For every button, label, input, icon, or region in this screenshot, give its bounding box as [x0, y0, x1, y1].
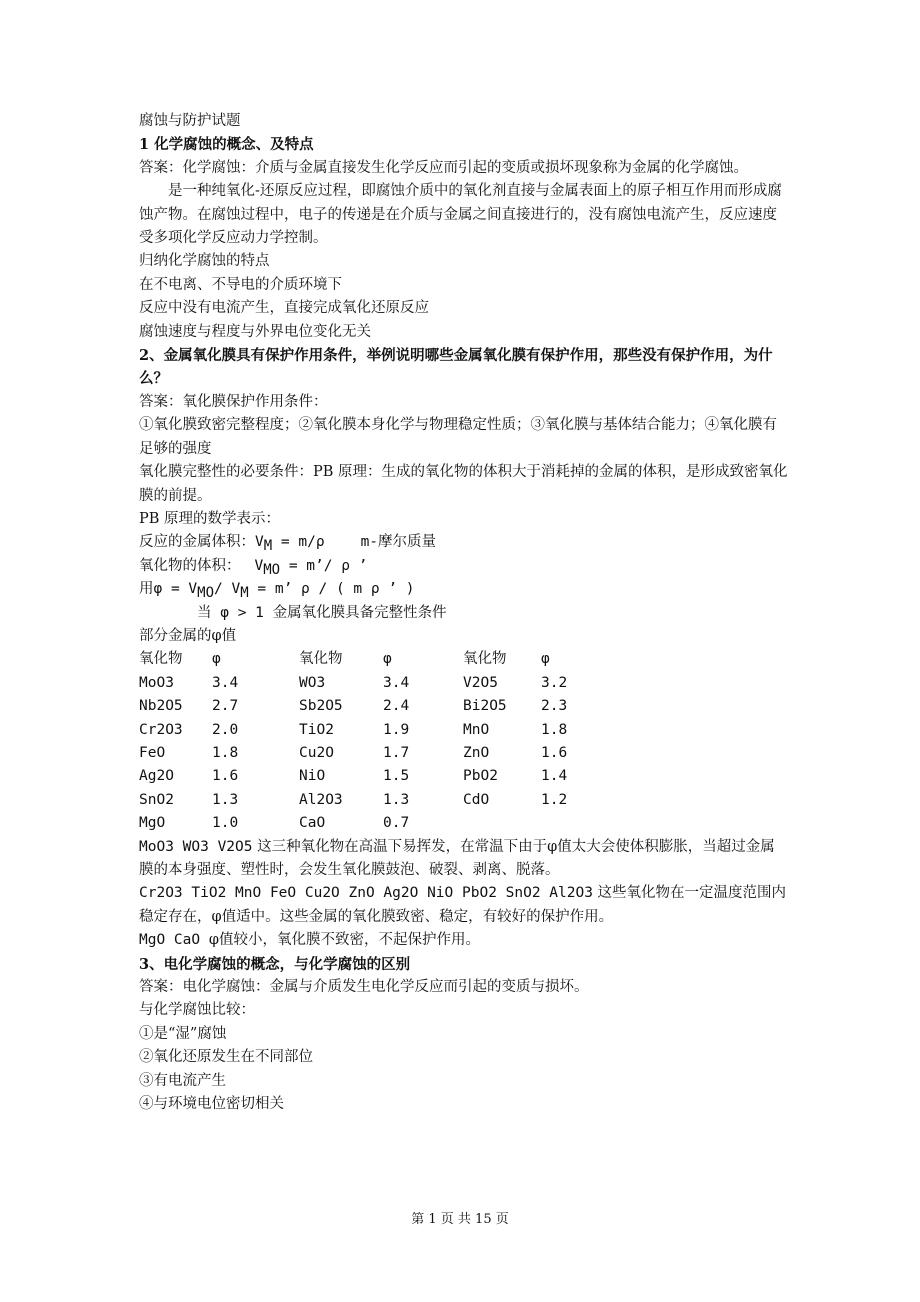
q1-feature: 反应中没有电流产生，直接完成氧化还原反应 — [139, 300, 429, 317]
formula-label: 氧化物的体积： — [139, 557, 241, 574]
phi-table-cell: 1.7 — [383, 744, 410, 761]
q2-pb-math-title: PB 原理的数学表示： — [139, 510, 281, 527]
small-phi-text: φ值较小，氧化膜不致密，不起保护作用。 — [208, 932, 480, 949]
phi-table-title: 部分金属的φ值 — [139, 627, 237, 644]
phi-table-cell: MgO — [139, 815, 166, 832]
formula-metal-volume — [139, 531, 789, 554]
formula-subscript: MO — [197, 585, 215, 602]
small-phi-oxides: MgO CaO — [139, 932, 209, 949]
formula-lhs: 用φ = V — [139, 581, 198, 598]
phi-table-cell: SnO2 — [139, 791, 174, 808]
phi-table-cell: 1.3 — [212, 791, 239, 808]
phi-table-row — [139, 789, 601, 812]
stable-oxides: Cr2O3 TiO2 MnO FeO Cu2O ZnO Ag2O NiO PbO2 SnO2 Al2O3 — [139, 885, 593, 902]
phi-table-cell: 2.4 — [383, 698, 410, 715]
phi-table-header-cell: φ — [212, 651, 221, 668]
q3-point: ③有电流产生 — [139, 1072, 226, 1089]
q3-heading: 3、电化学腐蚀的概念，与化学腐蚀的区别 — [139, 955, 411, 973]
phi-table-cell — [541, 812, 601, 835]
phi-table-cell: WO3 — [299, 674, 326, 691]
phi-table-body — [139, 648, 601, 835]
formula-note: m-摩尔质量 — [360, 534, 437, 551]
phi-table-cell: 1.8 — [541, 721, 568, 738]
phi-table-cell: V2O5 — [463, 674, 498, 691]
formula-condition: 当 φ > 1 金属氧化膜具备完整性条件 — [197, 604, 447, 621]
doc-title: 腐蚀与防护试题 — [139, 113, 241, 129]
formula-oxide-volume — [139, 555, 789, 578]
formula-rhs: = m’ ρ / ( m ρ ’ ) — [248, 581, 415, 598]
phi-table-cell: FeO — [139, 744, 166, 761]
formula-rhs: = m’/ ρ ’ — [280, 557, 368, 574]
q3-point: ①是“湿”腐蚀 — [139, 1025, 227, 1042]
phi-table-header-cell: φ — [383, 651, 392, 668]
q1-summary-title: 归纳化学腐蚀的特点 — [139, 253, 270, 270]
q2-answer: 答案：氧化膜保护作用条件： — [139, 393, 328, 410]
q3-answer: 答案：电化学腐蚀：金属与介质发生电化学反应而引起的变质与损坏。 — [139, 979, 589, 996]
phi-table-cell: ZnO — [463, 744, 490, 761]
formula-label: 反应的金属体积： — [139, 534, 255, 551]
phi-table-cell: 2.7 — [212, 698, 239, 715]
phi-table-cell: 1.5 — [383, 768, 410, 785]
phi-table-cell: 0.7 — [383, 815, 410, 832]
q1-paragraph: 是一种纯氧化-还原反应过程，即腐蚀介质中的氧化剂直接与金属表面上的原子相互作用而形成腐蚀产物。在腐蚀过程中，电子的传递是在介质与金属之间直接进行的，没有腐蚀电流产生，反应速度受多项化学反应动力学控制。 — [139, 183, 782, 247]
phi-table-header-cell: 氧化物 — [463, 651, 507, 668]
phi-table-row — [139, 672, 601, 695]
phi-table-cell: 3.4 — [383, 674, 410, 691]
phi-table-cell: CdO — [463, 791, 490, 808]
phi-table-cell: Sb2O5 — [299, 698, 343, 715]
q2-heading: 2、金属氧化膜具有保护作用条件，举例说明哪些金属氧化膜有保护作用，那些没有保护作用，为什么？ — [139, 347, 773, 388]
volatile-oxides: MoO3 WO3 V2O5 — [139, 838, 253, 855]
phi-table-cell: Cu2O — [299, 744, 334, 761]
phi-table-cell: Al2O3 — [299, 791, 343, 808]
phi-table-cell: MoO3 — [139, 674, 174, 691]
phi-table-header-cell: φ — [541, 651, 550, 668]
q1-answer: 答案：化学腐蚀：介质与金属直接发生化学反应而引起的变质或损坏现象称为金属的化学腐蚀。 — [139, 159, 748, 176]
phi-table-cell: 1.0 — [212, 815, 239, 832]
phi-value-table — [139, 648, 601, 835]
q1-feature: 腐蚀速度与程度与外界电位变化无关 — [139, 323, 371, 340]
phi-table-cell: 3.2 — [541, 674, 568, 691]
q2-pb-condition: 氧化膜完整性的必要条件：PB 原理：生成的氧化物的体积大于消耗掉的金属的体积，是形成致密氧化膜的前提。 — [139, 464, 788, 504]
phi-table-cell: 1.6 — [212, 768, 239, 785]
phi-table-cell: CaO — [299, 815, 326, 832]
phi-table-row — [139, 812, 601, 835]
formula-symbol: V — [254, 557, 264, 574]
phi-table-cell: NiO — [299, 768, 326, 785]
phi-table-row — [139, 695, 601, 718]
q2-conditions: ①氧化膜致密完整程度；②氧化膜本身化学与物理稳定性质；③氧化膜与基体结合能力；④氧化膜有足够的强度 — [139, 417, 777, 457]
phi-table-cell: 1.6 — [541, 744, 568, 761]
phi-table-cell: 2.3 — [541, 698, 568, 715]
phi-table-cell — [463, 812, 541, 835]
phi-table-header-cell: 氧化物 — [139, 651, 183, 668]
phi-table-cell: 1.8 — [212, 744, 239, 761]
phi-table-header-cell: 氧化物 — [299, 651, 343, 668]
phi-table-cell: Ag2O — [139, 768, 174, 785]
phi-table-cell: Bi2O5 — [463, 698, 507, 715]
formula-rhs: = m/ρ — [272, 534, 325, 551]
phi-table-cell: Cr2O3 — [139, 721, 183, 738]
phi-table-cell: 1.2 — [541, 791, 568, 808]
q1-heading: 1 化学腐蚀的概念、及特点 — [139, 136, 314, 154]
phi-table-row — [139, 765, 601, 788]
phi-table-cell: PbO2 — [463, 768, 498, 785]
q3-point: ②氧化还原发生在不同部位 — [139, 1049, 313, 1066]
q3-compare-title: 与化学腐蚀比较： — [139, 1002, 255, 1019]
q3-point: ④与环境电位密切相关 — [139, 1096, 284, 1113]
formula-subscript: MO — [263, 561, 281, 578]
q1-feature: 在不电离、不导电的介质环境下 — [139, 276, 342, 293]
phi-table-cell: 3.4 — [212, 674, 239, 691]
phi-table-cell: Nb2O5 — [139, 698, 183, 715]
formula-subscript: M — [263, 538, 273, 555]
stable-oxides-text: 这些氧化物在一定温度范围内稳定存在，φ值适中。这些金属的氧化膜致密、稳定，有较好的保护作用。 — [139, 885, 787, 925]
phi-table-cell: MnO — [463, 721, 490, 738]
phi-table-cell: 2.0 — [212, 721, 239, 738]
small-phi-paragraph — [139, 929, 789, 952]
phi-table-header-row — [139, 648, 601, 671]
stable-oxides-paragraph — [139, 882, 789, 929]
formula-phi — [139, 578, 789, 601]
formula-mid: / V — [214, 581, 241, 598]
phi-table-cell: 1.9 — [383, 721, 410, 738]
phi-table-cell: 1.4 — [541, 768, 568, 785]
phi-table-row — [139, 719, 601, 742]
phi-table-cell: TiO2 — [299, 721, 334, 738]
document-body — [139, 110, 789, 1116]
formula-subscript: M — [240, 585, 249, 602]
volatile-oxides-paragraph — [139, 836, 789, 883]
phi-table-cell: 1.3 — [383, 791, 410, 808]
formula-symbol: V — [255, 534, 264, 551]
page-footer: 第 1 页 共 15 页 — [411, 1212, 509, 1227]
phi-table-row — [139, 742, 601, 765]
volatile-oxides-text: 这三种氧化物在高温下易挥发，在常温下由于φ值太大会使体积膨胀，当超过金属膜的本身强度、塑性时，会发生氧化膜鼓泡、破裂、剥离、脱落。 — [139, 838, 775, 878]
